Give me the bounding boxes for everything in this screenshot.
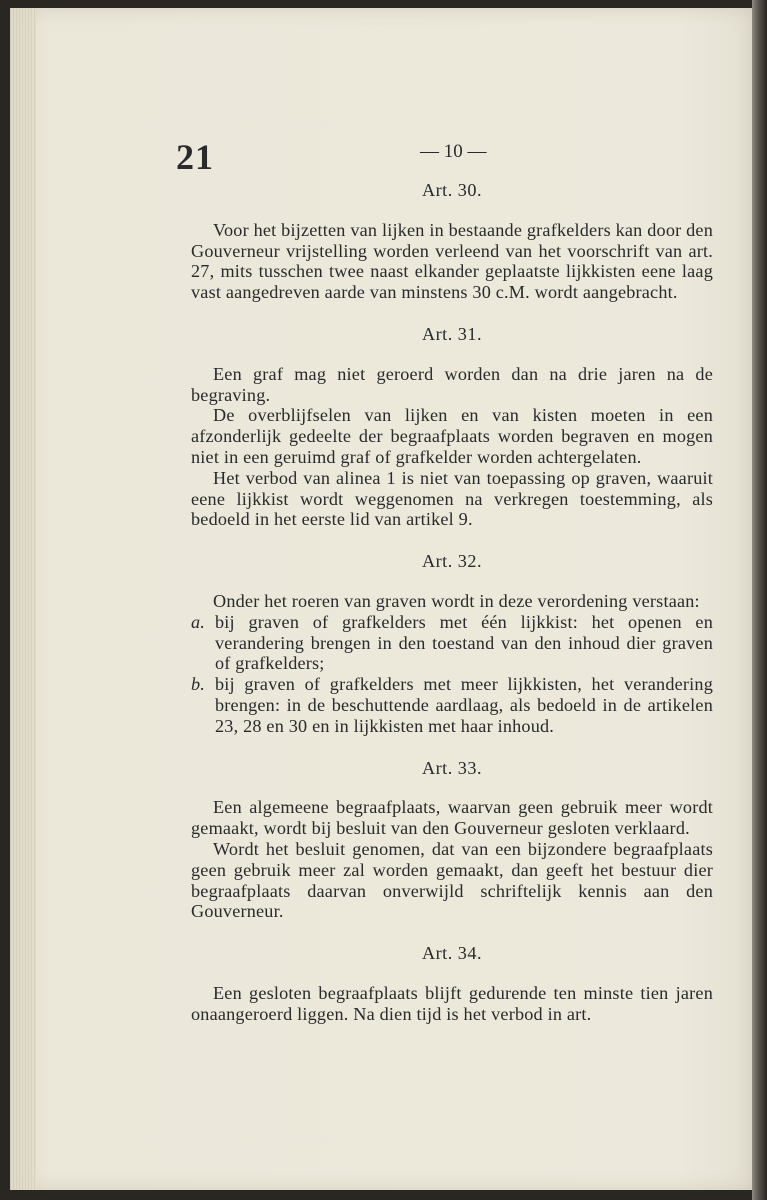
page-number: — 10 — xyxy=(420,141,487,162)
page-mark: 21 xyxy=(176,137,214,177)
article-33-paragraph-1: Een algemeene begraafplaats, waarvan geen gebruik meer wordt gemaakt, wordt bij besluit van den Gouverneur gesloten verklaard. xyxy=(191,797,713,839)
article-30-title: Art. 30. xyxy=(421,180,483,200)
article-32-item-a xyxy=(191,612,713,674)
article-34-paragraph: Een gesloten begraafplaats blijft gedurende ten minste tien jaren onaangeroerd liggen. Na dien tijd is het verbod in art. xyxy=(191,982,713,1024)
article-31-paragraph-2: De overblijfselen van lijken en van kisten moeten in een afzonderlijk gedeelte der begraafplaats worden begraven en mogen niet in een geruimd graf of grafkelder worden achtergelaten. xyxy=(191,405,713,467)
article-33-title: Art. 33. xyxy=(421,757,483,778)
page-content xyxy=(191,180,713,1025)
book-spine xyxy=(752,0,767,1200)
page-edges xyxy=(10,8,36,1190)
article-32-item-b xyxy=(191,674,713,736)
item-label: a. xyxy=(191,611,206,632)
article-30-paragraph: Voor het bijzetten van lijken in bestaande grafkelders kan door den Gouverneur vrijstelling worden verleend van het voorschrift van art. 27, mits tusschen twee naast elkander geplaatste lijkkisten eene laag vast aangedreven aarde van minstens 30 c.M. wordt aangebracht. xyxy=(191,219,713,303)
article-31-paragraph-3: Het verbod van alinea 1 is niet van toepassing op graven, waaruit eene lijkkist wordt weggenomen na verkregen toestemming, als bedoeld in het eerste lid van artikel 9. xyxy=(191,467,713,530)
article-31-title: Art. 31. xyxy=(421,323,483,344)
article-34-title: Art. 34. xyxy=(421,943,483,964)
article-32-title: Art. 32. xyxy=(421,551,483,572)
item-text: bij graven of grafkelders met één lijkkist: het openen en verandering brengen in den toestand van den inhoud dier graven of grafkelders; xyxy=(215,611,713,674)
article-31-paragraph-1: Een graf mag niet geroerd worden dan na drie jaren na de begraving. xyxy=(191,363,713,405)
article-33-paragraph-2: Wordt het besluit genomen, dat van een bijzondere begraafplaats geen gebruik meer zal worden gemaakt, dan geeft het bestuur dier begraafplaats daarvan onverwijld schriftelijk kennis aan den Gouverneur. xyxy=(191,838,713,922)
item-text: bij graven of grafkelders met meer lijkkisten, het verandering brengen: in de beschuttende aardlaag, als bedoeld in de artikelen 23, 28 en 30 en in lijkkisten met haar inhoud. xyxy=(215,674,713,736)
item-label: b. xyxy=(191,674,206,695)
article-32-intro: Onder het roeren van graven wordt in deze verordening verstaan: xyxy=(213,590,700,611)
